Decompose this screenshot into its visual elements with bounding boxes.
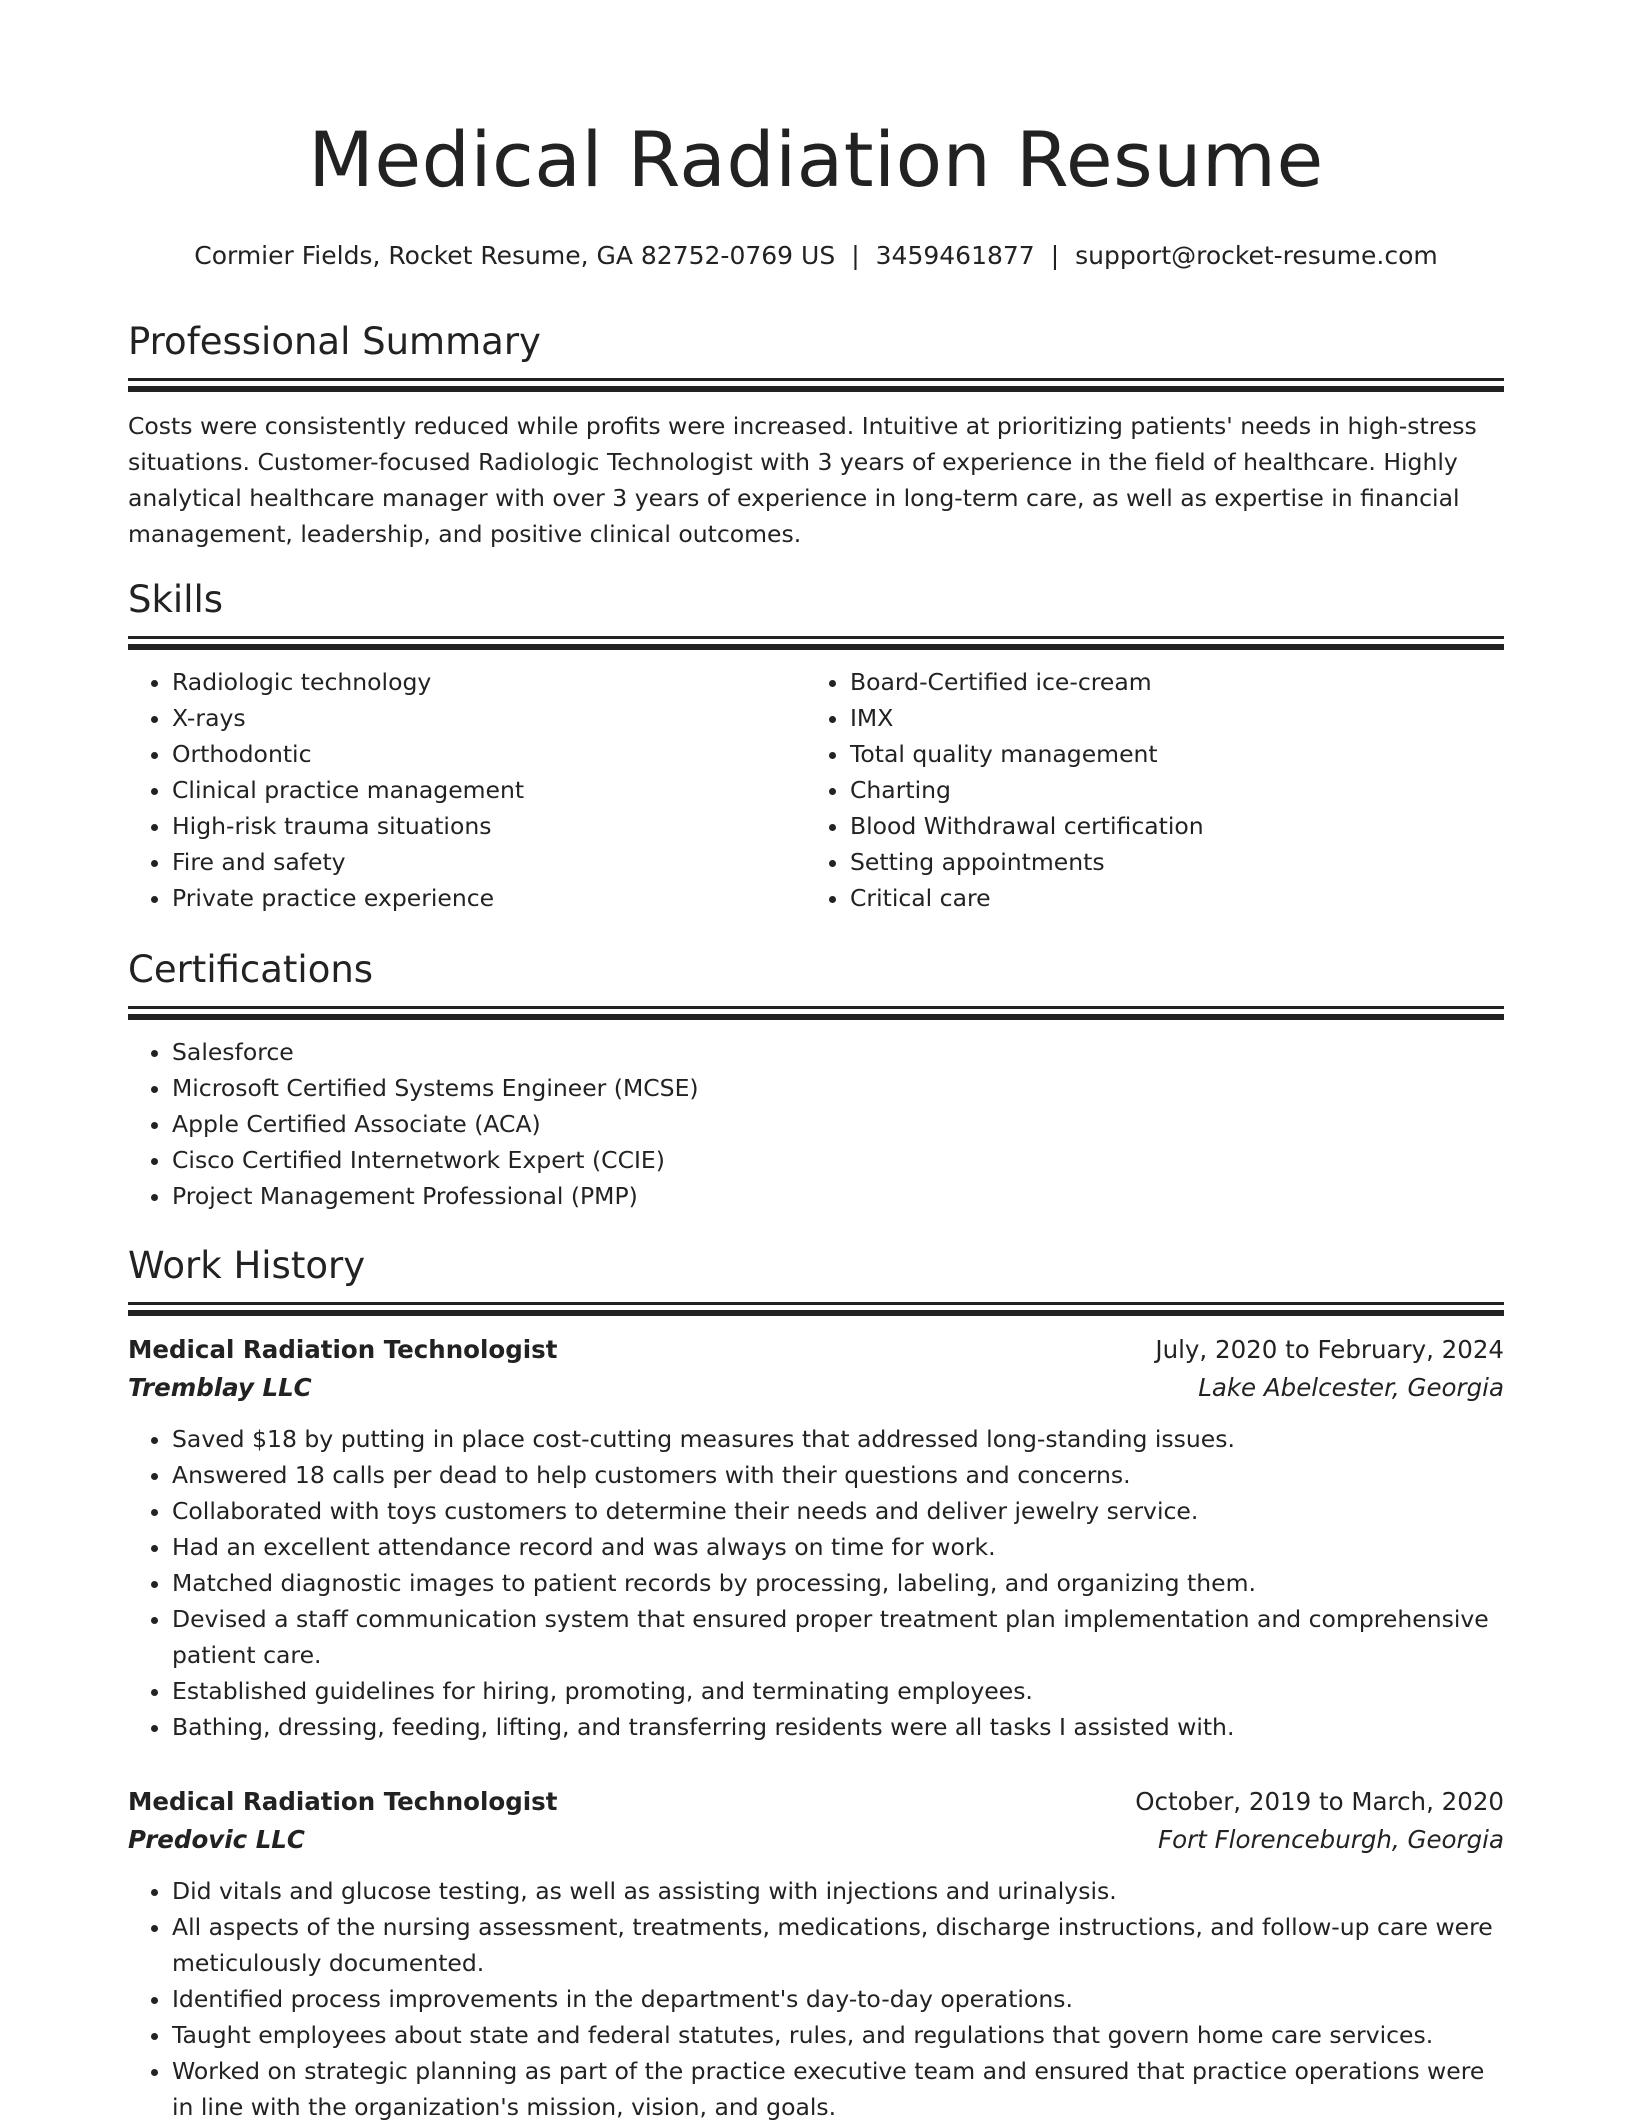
work-history-heading: Work History: [128, 1244, 366, 1287]
job-bullet: • Collaborated with toys customers to determine their needs and deliver jewelry service.: [172, 1493, 1504, 1529]
job-bullet: • Did vitals and glucose testing, as well as assisting with injections and urinalysis.: [172, 1873, 1504, 1909]
skill-item: • X-rays: [172, 700, 806, 736]
job-entry: [128, 1331, 1504, 1745]
skills-heading: Skills: [128, 578, 224, 621]
job-bullets: [128, 1873, 1504, 2125]
summary-section: [128, 318, 1504, 552]
job-title: Medical Radiation Technologist: [128, 1787, 558, 1816]
section-rule: [128, 1006, 1504, 1009]
job-bullet: • Worked on strategic planning as part of the practice executive team and ensured that practice operations were in line with the organization's mission, vision, and goals.: [172, 2053, 1504, 2125]
job-subheader-row: [128, 1821, 1504, 1859]
summary-heading: Professional Summary: [128, 320, 541, 363]
job-bullet: • Devised a staff communication system that ensured proper treatment plan implementation and comprehensive patient care.: [172, 1601, 1504, 1673]
skills-columns: [128, 664, 1504, 916]
skill-item: • Blood Withdrawal certification: [850, 808, 1484, 844]
contact-address: Cormier Fields, Rocket Resume, GA 82752-0769 US: [194, 241, 836, 270]
job-company: Tremblay LLC: [128, 1373, 312, 1402]
skills-list-left: [128, 664, 806, 916]
summary-text: Costs were consistently reduced while profits were increased. Intuitive at prioritizing patients' needs in high-stress situations. Customer-focused Radiologic Technologist with 3 years of experience in the field of healthcare. Highly analytical healthcare manager with over 3 years of experience in long-term care, as well as expertise in financial management, leadership, and positive clinical outcomes.: [128, 412, 1477, 548]
contact-line: [128, 238, 1504, 274]
skill-item: • Critical care: [850, 880, 1484, 916]
section-rule: [128, 1302, 1504, 1305]
job-bullet: • Identified process improvements in the department's day-to-day operations.: [172, 1981, 1504, 2017]
section-rule: [128, 1014, 1504, 1020]
skill-item: • Private practice experience: [172, 880, 806, 916]
section-rule: [128, 386, 1504, 392]
contact-phone: 3459461877: [875, 241, 1035, 270]
resume-title: Medical Radiation Resume: [308, 115, 1324, 204]
skill-item: • Fire and safety: [172, 844, 806, 880]
job-location: Fort Florenceburgh, Georgia: [1158, 1825, 1504, 1854]
skill-item: • IMX: [850, 700, 1484, 736]
section-rule: [128, 1310, 1504, 1316]
section-rule: [128, 378, 1504, 381]
job-bullet: • Saved $18 by putting in place cost-cutting measures that addressed long-standing issues.: [172, 1421, 1504, 1457]
certifications-list: [128, 1034, 1504, 1214]
contact-separator: |: [1050, 241, 1060, 270]
skill-item: • Total quality management: [850, 736, 1484, 772]
section-rule: [128, 644, 1504, 650]
certifications-section: [128, 946, 1504, 1214]
job-bullet: • Had an excellent attendance record and was always on time for work.: [172, 1529, 1504, 1565]
work-history-section: [128, 1242, 1504, 1316]
job-bullet: • Matched diagnostic images to patient records by processing, labeling, and organizing them.: [172, 1565, 1504, 1601]
job-bullet: • Answered 18 calls per dead to help customers with their questions and concerns.: [172, 1457, 1504, 1493]
contact-email: support@rocket-resume.com: [1075, 241, 1438, 270]
skill-item: • Orthodontic: [172, 736, 806, 772]
contact-separator: |: [851, 241, 860, 270]
skill-item: • Charting: [850, 772, 1484, 808]
skill-item: • Clinical practice management: [172, 772, 806, 808]
certification-item: • Cisco Certified Internetwork Expert (CCIE): [172, 1142, 1504, 1178]
skill-item: • Radiologic technology: [172, 664, 806, 700]
job-subheader-row: [128, 1369, 1504, 1407]
job-header-row: [128, 1783, 1504, 1821]
skill-item: • Board-Certified ice-cream: [850, 664, 1484, 700]
certification-item: • Project Management Professional (PMP): [172, 1178, 1504, 1214]
job-dates: October, 2019 to March, 2020: [1135, 1787, 1504, 1816]
job-bullet: • All aspects of the nursing assessment, treatments, medications, discharge instructions, and follow-up care were meticulously documented.: [172, 1909, 1504, 1981]
job-header-row: [128, 1331, 1504, 1369]
skill-item: • Setting appointments: [850, 844, 1484, 880]
skills-list-right: [806, 664, 1484, 916]
job-bullets: [128, 1421, 1504, 1745]
job-bullet: • Established guidelines for hiring, promoting, and terminating employees.: [172, 1673, 1504, 1709]
job-bullet: • Bathing, dressing, feeding, lifting, and transferring residents were all tasks I assisted with.: [172, 1709, 1504, 1745]
section-rule: [128, 636, 1504, 639]
certification-item: • Microsoft Certified Systems Engineer (MCSE): [172, 1070, 1504, 1106]
skill-item: • High-risk trauma situations: [172, 808, 806, 844]
job-dates: July, 2020 to February, 2024: [1155, 1335, 1504, 1364]
certifications-heading: Certifications: [128, 948, 374, 991]
skills-section: [128, 576, 1504, 916]
certification-item: • Salesforce: [172, 1034, 1504, 1070]
job-company: Predovic LLC: [128, 1825, 305, 1854]
certification-item: • Apple Certified Associate (ACA): [172, 1106, 1504, 1142]
job-entry: [128, 1783, 1504, 2125]
job-title: Medical Radiation Technologist: [128, 1335, 558, 1364]
job-bullet: • Taught employees about state and federal statutes, rules, and regulations that govern home care services.: [172, 2017, 1504, 2053]
job-location: Lake Abelcester, Georgia: [1198, 1373, 1504, 1402]
